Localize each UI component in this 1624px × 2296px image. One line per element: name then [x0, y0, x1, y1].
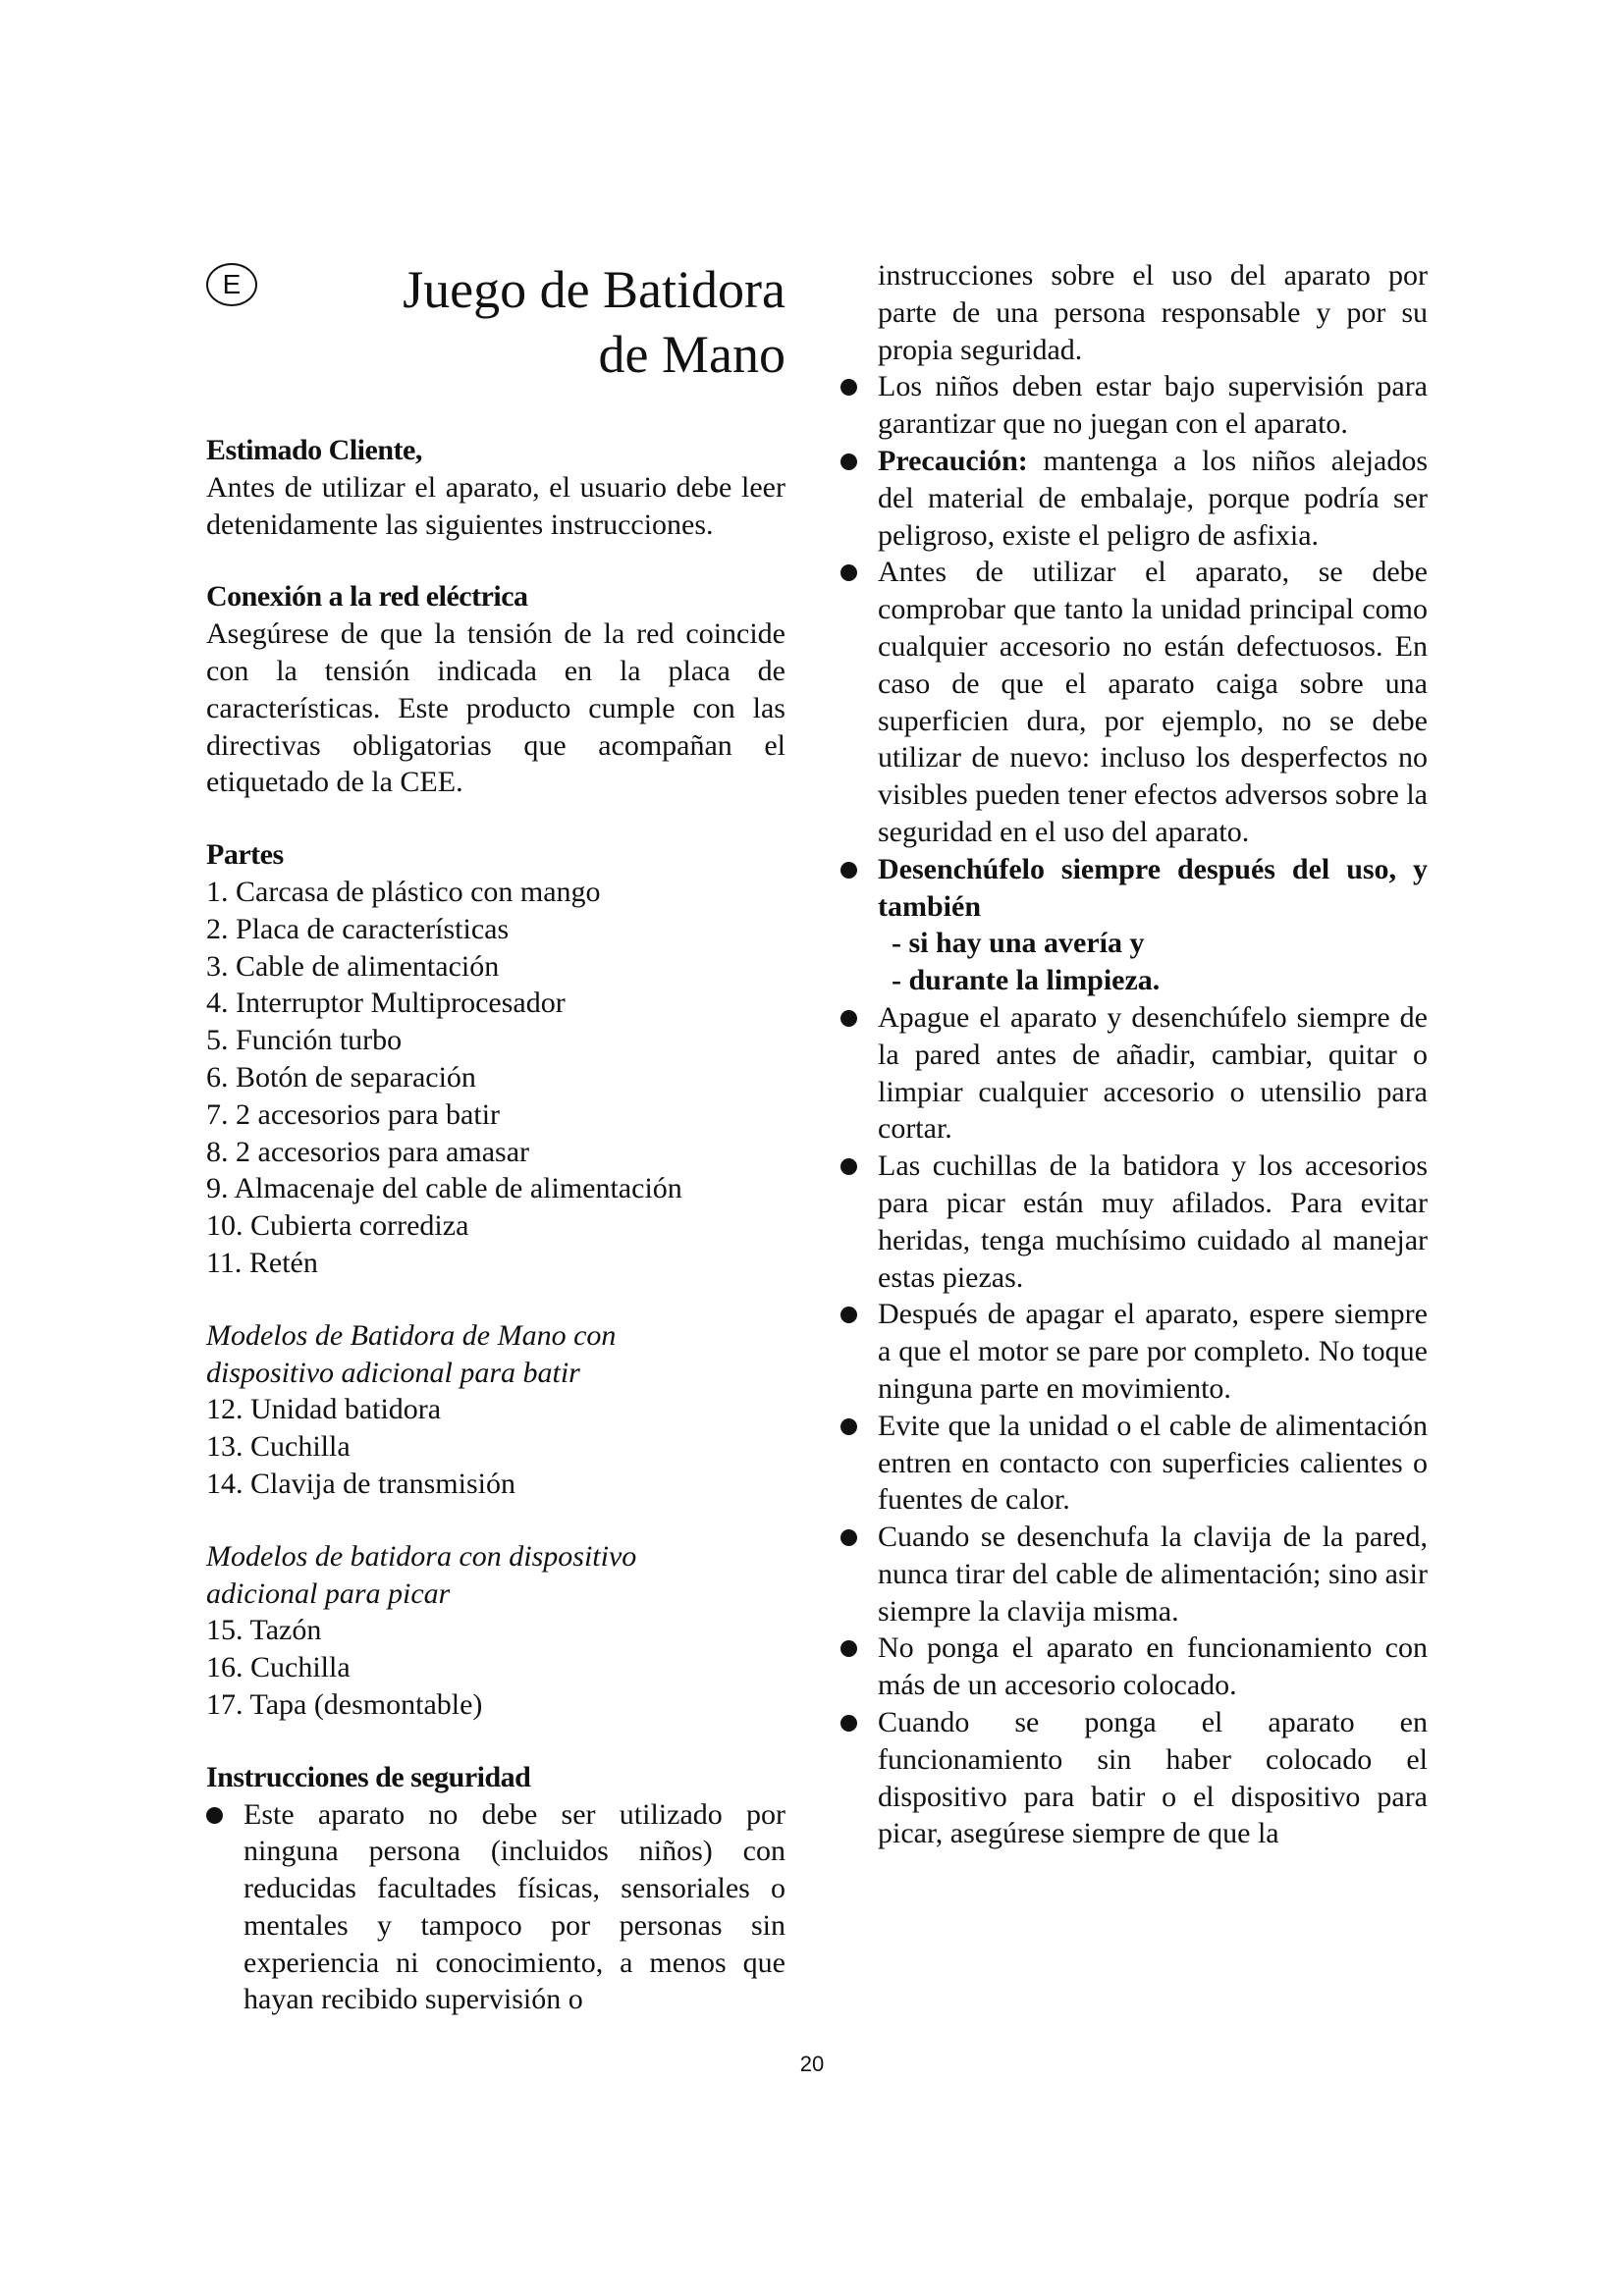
group1-title-line-1: Modelos de Batidora de Mano con: [206, 1318, 617, 1352]
bullet-text: Este aparato no debe ser utilizado por ninguna persona (incluidos niños) con reducidas facultades físicas, sensoriales o mentales y tampoco por personas sin experiencia ni conocimiento, a menos que hayan recibido supervisión o: [244, 1797, 785, 2016]
list-item: 15. Tazón: [206, 1614, 322, 1647]
safety-bullet: [840, 1704, 1428, 1852]
list-item: 5. Función turbo: [206, 1024, 403, 1057]
list-item: 14. Clavija de transmisión: [206, 1467, 515, 1500]
bullet-text: Desenchúfelo siempre después del uso, y también: [878, 852, 1428, 923]
bullet-icon: [840, 1307, 857, 1323]
intro-text: Antes de utilizar el aparato, el usuario debe leer detenidamente las siguientes instrucciones.: [206, 470, 785, 541]
list-item: 13. Cuchilla: [206, 1430, 351, 1464]
list-item: 11. Retén: [206, 1246, 318, 1279]
bullet-icon: [840, 379, 857, 396]
safety-bullet: [206, 1796, 785, 2019]
bullet-icon: [840, 1158, 857, 1175]
safety-bullet: [840, 554, 1428, 850]
bullet-icon: [206, 1807, 223, 1824]
bullet-text: Apague el aparato y desenchúfelo siempre de la pared antes de añadir, cambiar, quitar o limpiar cualquier accesorio o utensilio para cortar.: [878, 1000, 1428, 1146]
parts-heading: Partes: [206, 838, 284, 872]
safety-list-right: [840, 368, 1428, 1852]
list-item: 1. Carcasa de plástico con mango: [206, 875, 601, 908]
list-item: 16. Cuchilla: [206, 1651, 351, 1684]
bullet-sub-item: - durante la limpieza.: [892, 964, 1161, 997]
group1-title-line-2: dispositivo adicional para batir: [206, 1356, 580, 1389]
bullet-sub-item: - si hay una avería y: [892, 927, 1145, 960]
bullet-text: Las cuchillas de la batidora y los accesorios para picar están muy afilados. Para evitar heridas, tenga muchísimo cuidado al manejar estas piezas.: [878, 1149, 1428, 1294]
title-line-2: de Mano: [598, 325, 785, 384]
list-item: 6. Botón de separación: [206, 1060, 476, 1094]
safety-bullet: [840, 851, 1428, 999]
bullet-text: Cuando se desenchufa la clavija de la pared, nunca tirar del cable de alimentación; sino asir siempre la clavija misma.: [878, 1521, 1428, 1628]
group2-list: [206, 1612, 785, 1723]
safety-bullet: [840, 999, 1428, 1148]
right-column: [840, 257, 1428, 1852]
left-column: [206, 257, 785, 2018]
bullet-text: mantenga a los niños alejados del material de embalaje, porque podría ser peligroso, existe el peligro de asfixia.: [878, 444, 1428, 552]
group2-title-line-2: adicional para picar: [206, 1576, 451, 1610]
bullet-continuation: instrucciones sobre el uso del aparato por parte de una persona responsable y por su propia seguridad.: [878, 259, 1428, 366]
safety-bullet: [840, 1519, 1428, 1629]
safety-list-left: [206, 1796, 785, 2019]
group2-title-line-1: Modelos de batidora con dispositivo: [206, 1539, 637, 1573]
list-item: 12. Unidad batidora: [206, 1393, 442, 1426]
power-text: Asegúrese de que la tensión de la red coincide con la tensión indicada en la placa de características. Este producto cumple con las directivas obligatorias que acompañan el etiquetado de la CEE.: [206, 617, 785, 799]
page-number: 20: [799, 2052, 825, 2076]
safety-bullet: [840, 1148, 1428, 1296]
bullet-text: Después de apagar el aparato, espere siempre a que el motor se pare por completo. No toque ninguna parte en movimiento.: [878, 1298, 1428, 1405]
list-item: 7. 2 accesorios para batir: [206, 1097, 501, 1131]
bullet-text: Antes de utilizar el aparato, se debe comprobar que tanto la unidad principal como cualquier accesorio no están defectuosos. En caso de que el aparato caiga sobre una superficien dura, por ejemplo, no se debe utilizar de nuevo: incluso los desperfectos no visibles pueden tener efectos adversos sobre la seguridad en el uso del aparato.: [878, 556, 1428, 848]
bullet-icon: [840, 454, 857, 470]
bullet-icon: [840, 1418, 857, 1435]
safety-bullet: [840, 368, 1428, 443]
bullet-icon: [840, 1715, 857, 1732]
title-line-1: Juego de Batidora: [403, 260, 785, 319]
bullet-text: Cuando se ponga el aparato en funcionamiento sin haber colocado el dispositivo para batir o el dispositivo para picar, asegúrese siempre de que la: [878, 1706, 1428, 1850]
page-title: [206, 257, 785, 387]
safety-bullet: [840, 1408, 1428, 1519]
safety-bullet: [840, 1629, 1428, 1704]
safety-bullet: [840, 443, 1428, 554]
list-item: 17. Tapa (desmontable): [206, 1687, 483, 1721]
parts-list: [206, 874, 785, 1282]
bullet-icon: [840, 1640, 857, 1657]
list-item: 2. Placa de características: [206, 912, 510, 945]
list-item: 8. 2 accesorios para amasar: [206, 1135, 530, 1168]
bullet-text: No ponga el aparato en funcionamiento con más de un accesorio colocado.: [878, 1631, 1428, 1702]
list-item: 10. Cubierta corrediza: [206, 1209, 469, 1243]
safety-heading: Instrucciones de seguridad: [206, 1760, 531, 1793]
intro-heading: Estimado Cliente,: [206, 434, 422, 466]
bullet-icon: [840, 564, 857, 581]
language-code: E: [222, 269, 242, 299]
power-heading: Conexión a la red eléctrica: [206, 580, 528, 614]
list-item: 4. Interruptor Multiprocesador: [206, 987, 566, 1020]
list-item: 3. Cable de alimentación: [206, 949, 500, 983]
bullet-icon: [840, 1529, 857, 1546]
bullet-text: Evite que la unidad o el cable de alimentación entren en contacto con superficies calientes o fuentes de calor.: [878, 1409, 1428, 1517]
safety-bullet: [840, 1296, 1428, 1407]
bullet-bold-lead: Precaución:: [878, 444, 1028, 477]
group1-list: [206, 1391, 785, 1502]
bullet-icon: [840, 1010, 857, 1027]
bullet-text: Los niños deben estar bajo supervisión para garantizar que no juegan con el aparato.: [878, 370, 1428, 441]
list-item: 9. Almacenaje del cable de alimentación: [206, 1172, 682, 1205]
bullet-icon: [840, 862, 857, 879]
